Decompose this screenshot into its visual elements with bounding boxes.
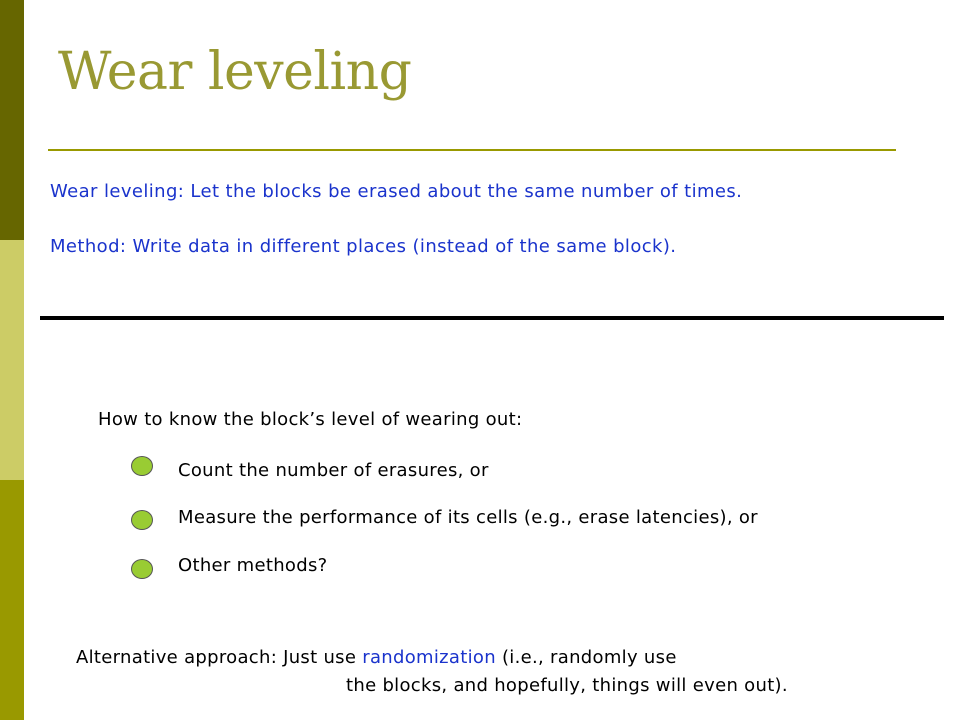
- randomization-highlight: randomization: [362, 647, 496, 668]
- method-text: Method: Write data in different places (instead of the same block).: [50, 236, 677, 257]
- title-underline: [48, 149, 896, 151]
- bullet-item: Measure the performance of its cells (e.g., erase latencies), or: [178, 507, 758, 528]
- side-band-top: [0, 0, 24, 240]
- bullet-circle-icon: [131, 456, 153, 476]
- alternative-prefix: Alternative approach: Just use: [76, 647, 363, 668]
- alternative-approach-line: [76, 647, 677, 668]
- bullet-item: Count the number of erasures, or: [178, 460, 489, 481]
- question-text: How to know the block’s level of wearing out:: [98, 409, 523, 430]
- slide-title: Wear leveling: [58, 42, 412, 102]
- side-band-bottom: [0, 480, 24, 720]
- bullet-circle-icon: [131, 510, 153, 530]
- bullet-circle-icon: [131, 559, 153, 579]
- bullet-item: Other methods?: [178, 555, 328, 576]
- alternative-continuation: the blocks, and hopefully, things will even out).: [346, 675, 788, 696]
- side-band-middle: [0, 240, 24, 480]
- alternative-suffix: (i.e., randomly use: [495, 647, 677, 668]
- section-divider: [40, 316, 944, 320]
- definition-text: Wear leveling: Let the blocks be erased about the same number of times.: [50, 181, 743, 202]
